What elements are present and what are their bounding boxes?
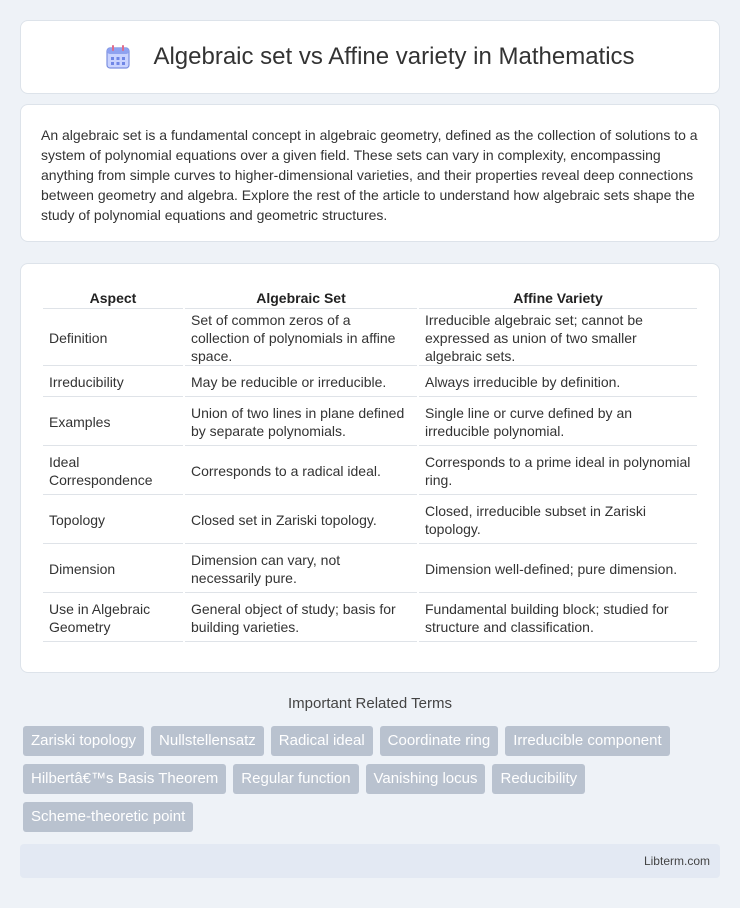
intro-card — [20, 104, 720, 242]
related-term-tag[interactable]: Scheme-theoretic point — [23, 802, 193, 832]
footer — [20, 844, 720, 878]
table-cell: Fundamental building block; studied for structure and classification. — [419, 595, 697, 642]
table-header-row — [43, 288, 697, 309]
related-terms-list — [23, 726, 723, 832]
table-row — [43, 448, 697, 495]
table-cell: General object of study; basis for building varieties. — [185, 595, 417, 642]
table-cell: Ideal Correspondence — [43, 448, 183, 495]
table-row — [43, 595, 697, 642]
column-header: Affine Variety — [419, 288, 697, 309]
table-cell: Closed set in Zariski topology. — [185, 497, 417, 544]
intro-text: An algebraic set is a fundamental concept in algebraic geometry, defined as the collection of solutions to a system of polynomial equations over a given field. These sets can vary in complexity, encompassing anything from simple curves to higher-dimensional varieties, and their properties reveal deep connections between geometry and algebra. Explore the rest of the article to understand how algebraic sets shape the study of polynomial equations and geometric structures. — [41, 127, 698, 223]
table-cell: Irreducible algebraic set; cannot be expressed as union of two smaller algebraic sets. — [419, 311, 697, 366]
calendar-icon — [105, 44, 131, 70]
table-cell: May be reducible or irreducible. — [185, 368, 417, 397]
related-term-tag[interactable]: Hilbertâ€™s Basis Theorem — [23, 764, 226, 794]
related-term-tag[interactable]: Zariski topology — [23, 726, 144, 756]
table-cell: Definition — [43, 311, 183, 366]
table-row — [43, 399, 697, 446]
related-term-tag[interactable]: Radical ideal — [271, 726, 373, 756]
table-row — [43, 546, 697, 593]
comparison-table — [41, 286, 699, 644]
table-cell: Corresponds to a prime ideal in polynomial ring. — [419, 448, 697, 495]
table-row — [43, 311, 697, 366]
table-cell: Dimension can vary, not necessarily pure. — [185, 546, 417, 593]
table-cell: Examples — [43, 399, 183, 446]
table-cell: Dimension well-defined; pure dimension. — [419, 546, 697, 593]
related-terms-title: Important Related Terms — [288, 695, 452, 712]
table-cell: Use in Algebraic Geometry — [43, 595, 183, 642]
footer-site-link[interactable]: Libterm.com — [643, 854, 710, 868]
table-cell: Topology — [43, 497, 183, 544]
related-term-tag[interactable]: Reducibility — [492, 764, 585, 794]
table-cell: Set of common zeros of a collection of polynomials in affine space. — [185, 311, 417, 366]
table-cell: Always irreducible by definition. — [419, 368, 697, 397]
related-term-tag[interactable]: Vanishing locus — [366, 764, 486, 794]
page-title: Algebraic set vs Affine variety in Mathematics — [153, 43, 635, 70]
table-cell: Corresponds to a radical ideal. — [185, 448, 417, 495]
table-cell: Union of two lines in plane defined by separate polynomials. — [185, 399, 417, 446]
column-header: Aspect — [43, 288, 183, 309]
related-term-tag[interactable]: Regular function — [233, 764, 358, 794]
table-cell: Irreducibility — [43, 368, 183, 397]
related-term-tag[interactable]: Irreducible component — [505, 726, 669, 756]
related-term-tag[interactable]: Nullstellensatz — [151, 726, 264, 756]
table-cell: Dimension — [43, 546, 183, 593]
table-row — [43, 497, 697, 544]
title-card — [20, 20, 720, 94]
table-row — [43, 368, 697, 397]
column-header: Algebraic Set — [185, 288, 417, 309]
related-term-tag[interactable]: Coordinate ring — [380, 726, 499, 756]
table-cell: Single line or curve defined by an irreducible polynomial. — [419, 399, 697, 446]
table-cell: Closed, irreducible subset in Zariski topology. — [419, 497, 697, 544]
comparison-card — [20, 263, 720, 673]
